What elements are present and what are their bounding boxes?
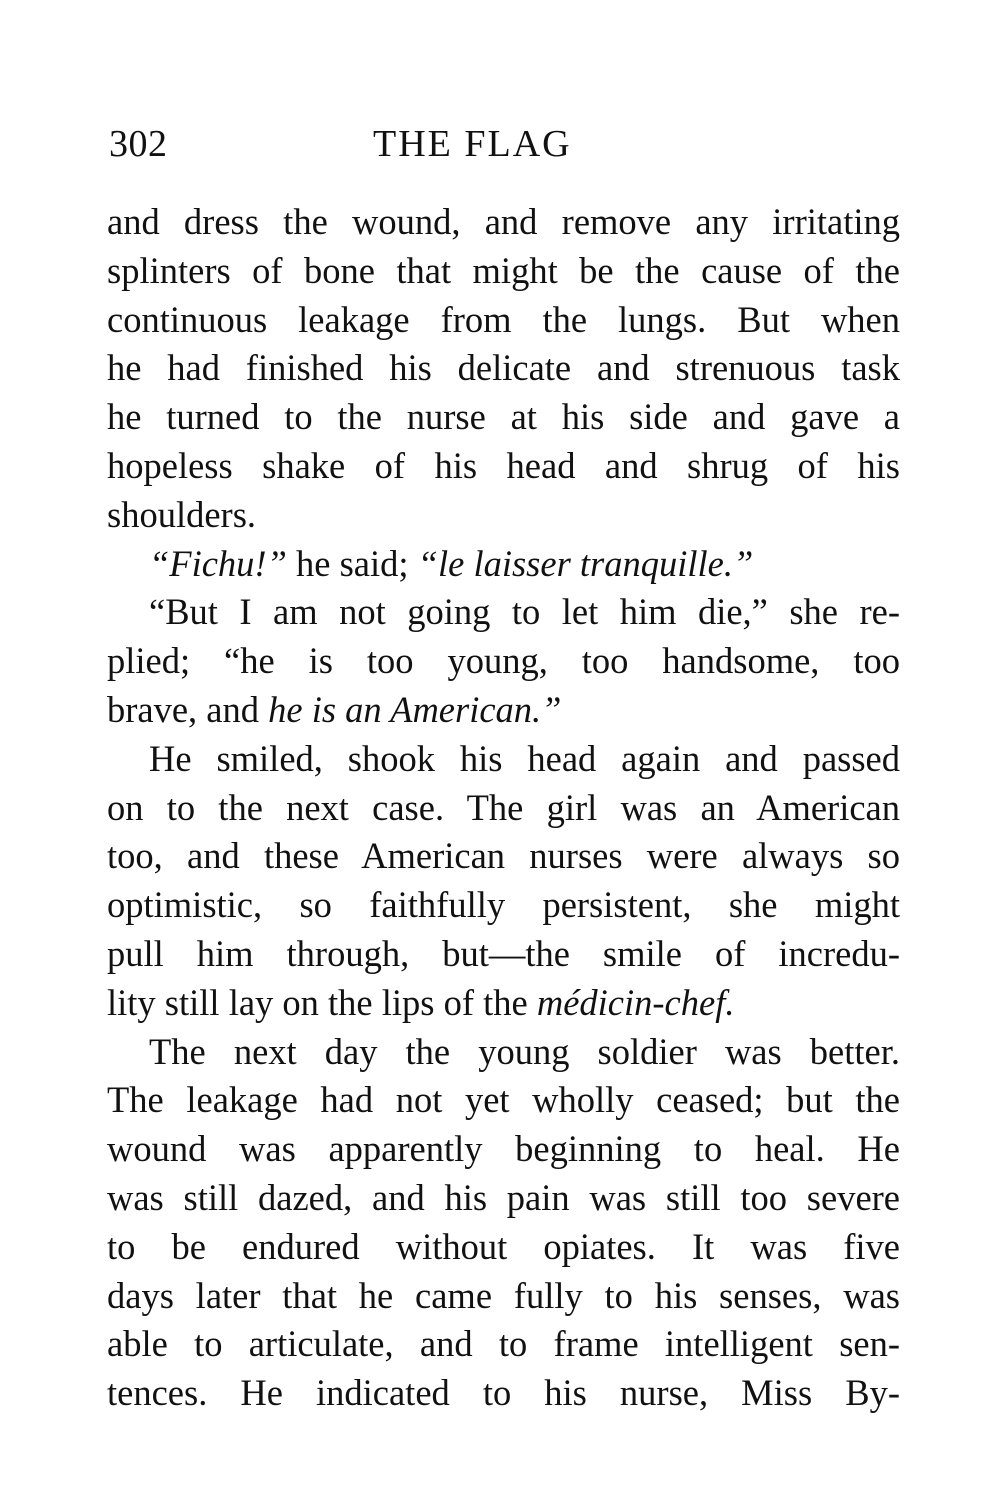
text-line bbox=[107, 344, 900, 393]
text-span: pull him through, but—the smile of incredu- bbox=[107, 932, 900, 974]
text-span: “But I am not going to let him die,” she re- bbox=[149, 591, 900, 633]
text-span: able to articulate, and to frame intelligent sen- bbox=[107, 1323, 900, 1365]
text-line bbox=[107, 1076, 900, 1125]
text-line bbox=[107, 686, 900, 735]
text-span: splinters of bone that might be the cause of the bbox=[107, 249, 900, 291]
running-head bbox=[109, 122, 629, 172]
text-line bbox=[107, 393, 900, 442]
page-number: 302 bbox=[109, 123, 168, 165]
text-span: shoulders. bbox=[107, 493, 257, 535]
text-line bbox=[107, 296, 900, 345]
text-line bbox=[107, 540, 900, 589]
text-span: was still dazed, and his pain was still too severe bbox=[107, 1176, 900, 1218]
text-line bbox=[107, 1223, 900, 1272]
text-span: he turned to the nurse at his side and gave a bbox=[107, 396, 900, 438]
italic-text: médicin-chef. bbox=[536, 981, 735, 1023]
text-span: days later that he came fully to his senses, was bbox=[107, 1274, 900, 1316]
text-span: wound was apparently beginning to heal. He bbox=[107, 1128, 900, 1170]
text-line bbox=[107, 588, 900, 637]
text-span: brave, and bbox=[107, 688, 269, 730]
text-line bbox=[107, 1369, 900, 1418]
text-span: The next day the young soldier was better. bbox=[149, 1030, 900, 1072]
body-text bbox=[107, 198, 900, 1418]
text-span: too, and these American nurses were always so bbox=[107, 835, 900, 877]
italic-text: “Fichu!” bbox=[149, 542, 287, 584]
text-line bbox=[107, 491, 900, 540]
italic-text: he is an American.” bbox=[268, 688, 562, 730]
text-line bbox=[107, 784, 900, 833]
text-line bbox=[107, 881, 900, 930]
italic-text: “le laisser tranquille.” bbox=[417, 542, 754, 584]
text-span: He smiled, shook his head again and passed bbox=[149, 737, 900, 779]
text-span: hopeless shake of his head and shrug of his bbox=[107, 444, 900, 486]
text-span: and dress the wound, and remove any irritating bbox=[107, 201, 900, 242]
text-line bbox=[107, 442, 900, 491]
text-line bbox=[107, 735, 900, 784]
text-line bbox=[107, 1028, 900, 1077]
text-line bbox=[107, 637, 900, 686]
text-line bbox=[107, 979, 900, 1028]
text-span: on to the next case. The girl was an American bbox=[107, 786, 900, 828]
text-span: he had finished his delicate and strenuous task bbox=[107, 347, 900, 389]
text-line bbox=[107, 1320, 900, 1369]
text-line bbox=[107, 198, 900, 247]
text-span: tences. He indicated to his nurse, Miss By- bbox=[107, 1372, 900, 1414]
text-span: lity still lay on the lips of the bbox=[107, 981, 537, 1023]
text-line bbox=[107, 1125, 900, 1174]
text-span: optimistic, so faithfully persistent, she might bbox=[107, 884, 900, 926]
text-span: plied; “he is too young, too handsome, too bbox=[107, 640, 900, 682]
text-span: to be endured without opiates. It was five bbox=[107, 1225, 900, 1267]
text-line bbox=[107, 832, 900, 881]
text-line bbox=[107, 1272, 900, 1321]
text-span: The leakage had not yet wholly ceased; but the bbox=[107, 1079, 900, 1121]
text-span: he said; bbox=[286, 542, 418, 584]
text-line bbox=[107, 247, 900, 296]
text-line bbox=[107, 1174, 900, 1223]
running-title: THE FLAG bbox=[373, 123, 572, 165]
text-span: continuous leakage from the lungs. But when bbox=[107, 298, 900, 340]
text-line bbox=[107, 930, 900, 979]
